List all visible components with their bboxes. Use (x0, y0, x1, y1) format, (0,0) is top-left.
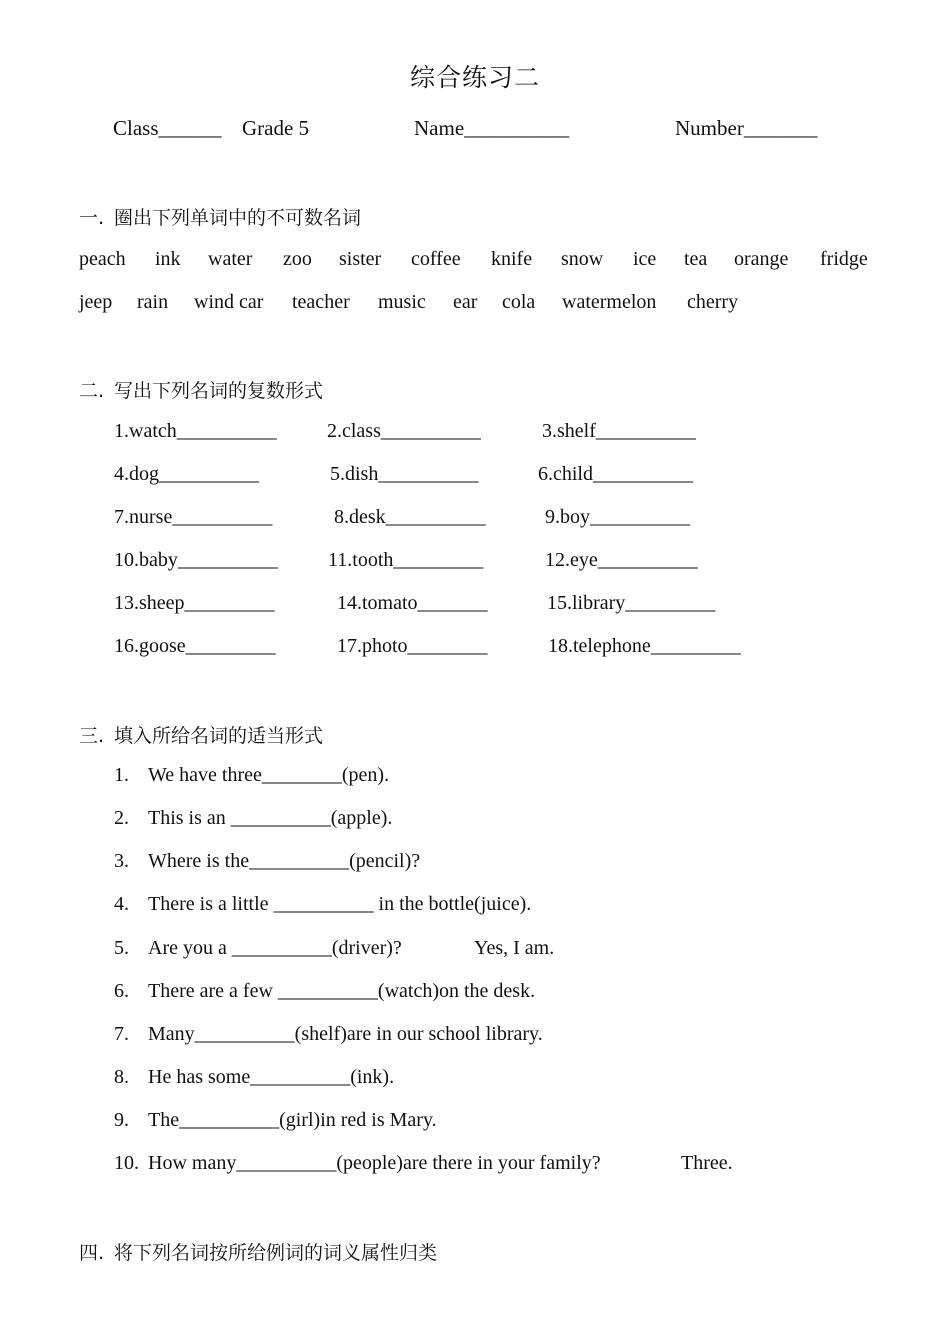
plural-item[interactable]: 8.desk__________ (334, 506, 486, 528)
word-item[interactable]: cherry (687, 291, 739, 313)
word-item[interactable]: knife (491, 248, 533, 270)
section-1-title: 圈出下列单词中的不可数名词 (114, 207, 362, 229)
word-item[interactable]: tea (684, 248, 708, 270)
word-item[interactable]: cola (502, 291, 536, 313)
section-4-title: 将下列名词按所给例词的词义属性归类 (114, 1242, 438, 1264)
word-item[interactable]: peach (79, 248, 126, 270)
question-number: 2. (114, 807, 129, 829)
plural-item[interactable]: 6.child__________ (538, 463, 693, 485)
question-number: 4. (114, 893, 129, 915)
section-1-heading (79, 203, 361, 230)
word-item[interactable]: ear (453, 291, 478, 313)
word-item[interactable]: jeep (79, 291, 113, 313)
word-item[interactable]: wind car (194, 291, 264, 313)
name-field[interactable]: Name__________ (414, 116, 570, 140)
section-3-title: 填入所给名词的适当形式 (114, 725, 324, 747)
plural-item[interactable]: 15.library_________ (547, 592, 716, 614)
question-answer: Yes, I am. (474, 937, 555, 959)
plural-item[interactable]: 7.nurse__________ (114, 506, 273, 528)
question-number: 9. (114, 1109, 129, 1131)
word-item[interactable]: snow (561, 248, 604, 270)
word-item[interactable]: sister (339, 248, 382, 270)
section-2-title: 写出下列名词的复数形式 (114, 380, 324, 402)
word-item[interactable]: music (378, 291, 426, 313)
question-number: 3. (114, 850, 129, 872)
plural-item[interactable]: 3.shelf__________ (542, 420, 696, 442)
number-field[interactable]: Number_______ (675, 116, 818, 140)
word-item[interactable]: rain (137, 291, 169, 313)
question-text[interactable]: There are a few __________(watch)on the desk. (148, 980, 536, 1002)
word-item[interactable]: ice (633, 248, 657, 270)
page-title: 综合练习二 (409, 63, 540, 92)
question-number: 5. (114, 937, 129, 959)
word-item[interactable]: water (208, 248, 253, 270)
grade-label: Grade 5 (242, 116, 310, 140)
question-answer: Three. (681, 1152, 733, 1174)
plural-item[interactable]: 9.boy__________ (545, 506, 690, 528)
plural-item[interactable]: 13.sheep_________ (114, 592, 275, 614)
word-item[interactable]: watermelon (562, 291, 657, 313)
question-text[interactable]: There is a little __________ in the bottle(juice). (148, 893, 532, 915)
plural-item[interactable]: 14.tomato_______ (337, 592, 488, 614)
section-4-number: 四. (79, 1242, 105, 1264)
word-item[interactable]: orange (734, 248, 789, 270)
plural-item[interactable]: 5.dish__________ (330, 463, 479, 485)
section-3-number: 三. (79, 725, 105, 747)
question-text[interactable]: He has some__________(ink). (148, 1066, 395, 1088)
section-4-heading (79, 1238, 437, 1265)
question-text[interactable]: Are you a __________(driver)? (148, 937, 402, 959)
class-field[interactable]: Class______ (113, 116, 222, 140)
question-number: 7. (114, 1023, 129, 1045)
word-item[interactable]: zoo (283, 248, 312, 270)
plural-item[interactable]: 16.goose_________ (114, 635, 276, 657)
question-number: 1. (114, 764, 129, 786)
section-3-heading (79, 721, 323, 748)
plural-item[interactable]: 4.dog__________ (114, 463, 259, 485)
plural-item[interactable]: 1.watch__________ (114, 420, 277, 442)
question-text[interactable]: This is an __________(apple). (148, 807, 393, 829)
plural-item[interactable]: 17.photo________ (337, 635, 488, 657)
question-text[interactable]: We have three________(pen). (148, 764, 390, 786)
question-number: 8. (114, 1066, 129, 1088)
plural-item[interactable]: 2.class__________ (327, 420, 481, 442)
word-item[interactable]: teacher (292, 291, 350, 313)
section-2-heading (79, 376, 323, 403)
question-number: 10. (114, 1152, 139, 1174)
question-text[interactable]: Many__________(shelf)are in our school library. (148, 1023, 543, 1045)
word-item[interactable]: fridge (820, 248, 868, 270)
question-text[interactable]: The__________(girl)in red is Mary. (148, 1109, 437, 1131)
word-item[interactable]: ink (155, 248, 181, 270)
plural-item[interactable]: 11.tooth_________ (328, 549, 484, 571)
plural-item[interactable]: 18.telephone_________ (548, 635, 741, 657)
plural-item[interactable]: 12.eye__________ (545, 549, 698, 571)
question-number: 6. (114, 980, 129, 1002)
plural-item[interactable]: 10.baby__________ (114, 549, 278, 571)
section-1-number: 一. (79, 207, 105, 229)
question-text[interactable]: How many__________(people)are there in your family? (148, 1152, 601, 1174)
section-2-number: 二. (79, 380, 105, 402)
word-item[interactable]: coffee (411, 248, 461, 270)
question-text[interactable]: Where is the__________(pencil)? (148, 850, 421, 872)
